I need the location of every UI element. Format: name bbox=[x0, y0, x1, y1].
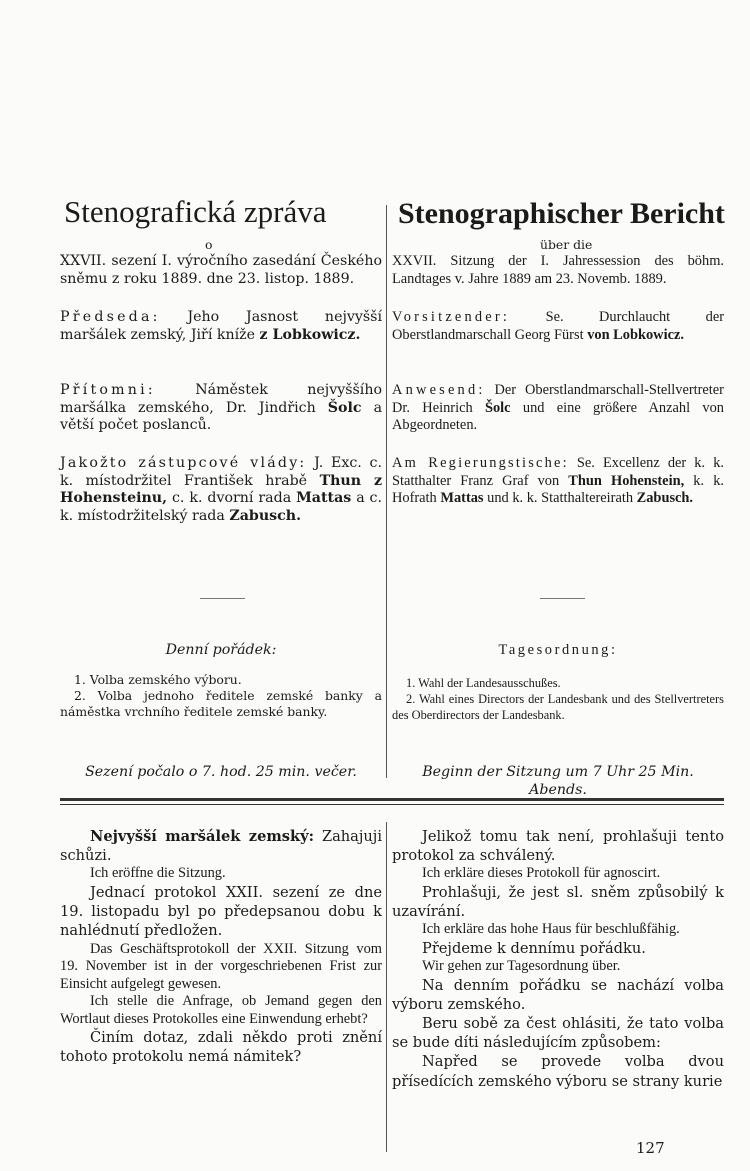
government-name3-de: Zabusch. bbox=[636, 490, 694, 506]
paragraph: Ich erkläre das hohe Haus für beschlußfähig. bbox=[422, 921, 680, 938]
presiding-text: Jeho Jasnost nejvyšší maršálek zemský, Jiří kníže bbox=[60, 309, 382, 343]
paragraph: Přejdeme k dennímu pořádku. bbox=[422, 939, 646, 957]
paragraph: Napřed se provede volba dvou přísedících zemského výboru se strany kurie bbox=[392, 1053, 724, 1090]
paragraph: Ich eröffne die Sitzung. bbox=[90, 865, 226, 882]
present-label: Přítomni: bbox=[60, 382, 156, 398]
separator-dash-right bbox=[540, 598, 585, 599]
government-name1-de: Thun Hohenstein, bbox=[568, 472, 685, 489]
column-divider-bottom bbox=[386, 822, 387, 1152]
paragraph: Das Geschäftsprotokoll der XXII. Sitzung vom 19. November ist in der vorgeschriebenen Frist zur Einsicht aufgelegt gewesen. bbox=[60, 940, 382, 992]
government-text2: c. k. dvorní rada bbox=[171, 490, 292, 506]
body-left-column bbox=[60, 827, 382, 1066]
paragraph: Prohlašuji, že jest sl. sněm způsobilý k uzavírání. bbox=[392, 883, 724, 921]
presiding-text-de: Se. Durchlaucht der Oberstlandmarschall Georg Fürst bbox=[392, 309, 724, 343]
title-german: Stenographischer Bericht bbox=[398, 197, 725, 230]
present-text1-de: Der Oberstlandmarschall-Stellvertreter Dr. Heinrich bbox=[392, 382, 724, 416]
paragraph: Beru sobě za čest ohlásiti, že tato volba se bude díti následujícím způsobem: bbox=[392, 1014, 724, 1052]
present-german bbox=[392, 382, 724, 435]
session-line-german: XXVII. Sitzung der I. Jahressession des böhm. Landtages v. Jahre 1889 am 23. Novemb. 1889. bbox=[392, 253, 724, 287]
paragraph: Jednací protokol XXII. sezení ze dne 19. listopadu byl po předepsanou dobu k nahlédnutí předložen. bbox=[60, 883, 382, 940]
government-name2-de: Mattas bbox=[440, 490, 484, 506]
presiding-german bbox=[392, 309, 724, 344]
speaker-name: Nejvyšší maršálek zemský: bbox=[90, 828, 314, 845]
thin-rule bbox=[60, 804, 724, 805]
present-name: Šolc bbox=[327, 399, 362, 416]
paragraph: Ich erkläre dieses Protokoll für agnoscirt. bbox=[422, 865, 661, 882]
session-line-czech: XXVII. sezení I. výročního zasedání Českého sněmu z roku 1889. dne 23. listop. 1889. bbox=[60, 253, 382, 287]
government-label: Jakožto zástupcové vlády: bbox=[60, 455, 307, 471]
separator-dash-left bbox=[200, 598, 245, 599]
column-divider-top bbox=[386, 205, 387, 778]
agenda-list-czech bbox=[60, 672, 382, 720]
start-time-german: Beginn der Sitzung um 7 Uhr 25 Min. Abends. bbox=[422, 764, 694, 798]
paragraph: Na denním pořádku se nachází volba výboru zemského. bbox=[392, 976, 724, 1013]
government-label-de: Am Regierungstische: bbox=[392, 455, 569, 471]
present-name-de: Šolc bbox=[484, 399, 511, 416]
government-text3-de: und k. k. Statthaltereirath bbox=[487, 490, 634, 506]
agenda-item: 2. Wahl eines Directors der Landesbank und des Stellvertreters des Oberdirectors der Landesbank. bbox=[392, 692, 724, 722]
start-time-czech: Sezení počalo o 7. hod. 25 min. večer. bbox=[85, 764, 357, 780]
thick-rule bbox=[60, 798, 724, 801]
presiding-name-de: von Lobkowicz. bbox=[587, 326, 684, 343]
government-text1-de: Se. Excellenz der k. k. Statthalter Franz Graf von bbox=[392, 455, 724, 489]
connector-czech: o bbox=[205, 237, 213, 252]
present-text2: a větší počet poslanců. bbox=[60, 399, 383, 433]
body-right-column bbox=[392, 827, 724, 1091]
government-name2: Mattas bbox=[296, 490, 352, 506]
title-czech: Stenografická zpráva bbox=[64, 194, 327, 229]
agenda-list-german bbox=[392, 675, 724, 723]
agenda-heading-czech: Denní pořádek: bbox=[165, 642, 277, 658]
presiding-label-de: Vorsitzender: bbox=[392, 309, 511, 325]
agenda-item: 1. Wahl der Landesausschußes. bbox=[406, 676, 561, 690]
paragraph: Činím dotaz, zdali někdo proti znění tohoto protokolu nemá námitek? bbox=[60, 1029, 382, 1066]
present-text1: Náměstek nejvyššího maršálka zemského, Dr. Jindřich bbox=[60, 382, 383, 416]
government-text1: J. Exc. c. k. místodržitel František hrabě bbox=[60, 455, 382, 489]
government-czech bbox=[60, 455, 382, 525]
present-czech bbox=[60, 382, 382, 435]
agenda-item: 2. Volba jednoho ředitele zemské banky a náměstka vrchního ředitele zemské banky. bbox=[60, 688, 382, 719]
government-text3: a c. k. místodržitelský rada bbox=[60, 490, 383, 524]
agenda-item: 1. Volba zemského výboru. bbox=[74, 672, 242, 687]
present-text2-de: und eine größere Anzahl von Abgeordneten. bbox=[392, 399, 724, 433]
present-label-de: Anwesend: bbox=[392, 382, 486, 398]
paragraph: Wir gehen zur Tagesordnung über. bbox=[422, 958, 621, 975]
paragraph: Ich stelle die Anfrage, ob Jemand gegen den Wortlaut dieses Protokolles eine Einwendung erhebt? bbox=[60, 993, 382, 1027]
government-name1: Thun z Hohensteinu, bbox=[60, 472, 383, 506]
paragraph: Jelikož tomu tak není, prohlašuji tento protokol za schválený. bbox=[392, 828, 724, 865]
agenda-heading-german: Tagesordnung: bbox=[498, 642, 618, 658]
page-number: 127 bbox=[636, 1139, 665, 1157]
presiding-czech bbox=[60, 309, 382, 344]
government-text2-de: k. k. Hofrath bbox=[392, 472, 724, 506]
presiding-name: z Lobkowicz. bbox=[259, 326, 361, 343]
connector-german: über die bbox=[540, 237, 593, 252]
paragraph: Nejvyšší maršálek zemský: Zahajuji schůzi. bbox=[60, 828, 382, 865]
government-german bbox=[392, 455, 724, 508]
presiding-label: Předseda: bbox=[60, 309, 161, 325]
government-name3: Zabusch. bbox=[229, 507, 302, 524]
